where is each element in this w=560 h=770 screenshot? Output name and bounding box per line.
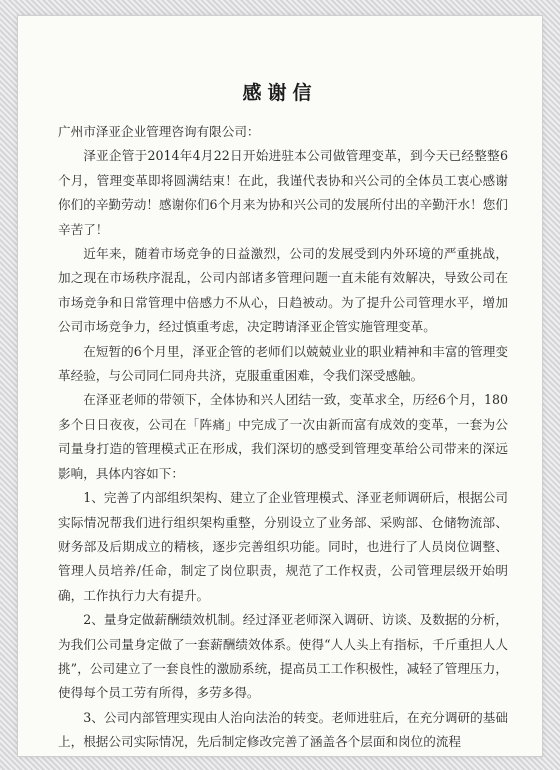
paragraph: 2、量身定做薪酬绩效机制。经过泽亚老师深入调研、访谈、及数据的分析，为我们公司量身定做了一套薪酬绩效体系。使得“人人头上有指标，千斤重担人人挑”，公司建立了一套良性的激励系统，提高员工工作积极性，减轻了管理压力，使得每个员工劳有所得，多劳多得。 <box>58 612 508 701</box>
paragraph: 1、完善了内部组织架构、建立了企业管理模式、泽亚老师调研后，根据公司实际情况帮我们进行组织架构重整，分别设立了业务部、采购部、仓储物流部、财务部及后期成立的精核，逐步完善组织功能。同时，也进行了人员岗位调整、管理人员培养/任命，制定了岗位职责，规范了工作权责，公司管理层级开始明确，工作执行力大有提升。 <box>58 490 508 603</box>
letter-title: 感谢信 <box>242 82 318 104</box>
paragraph: 近年来，随着市场竞争的日益激烈，公司的发展受到内外环境的严重挑战，加之现在市场秩序混乱，公司内部诸多管理问题一直未能有效解决，导致公司在市场竞争和日常管理中倍感力不从心，日趋被动。为了提升公司管理水平，增加公司市场竞争力，经过慎重考虑，决定聘请泽亚企管实施管理变革。 <box>58 246 508 335</box>
letter-paper <box>18 16 542 756</box>
salutation: 广州市泽亚企业管理咨询有限公司： <box>58 124 260 139</box>
paragraph: 3、公司内部管理实现由人治向法治的转变。老师进驻后，在充分调研的基础上，根据公司实际情况，先后制定修改完善了涵盖各个层面和岗位的流程 <box>58 709 508 750</box>
paragraph: 在短暂的6个月里，泽亚企管的老师们以兢兢业业的职业精神和丰富的管理变革经验，与公司同仁同舟共济，克服重重困难，令我们深受感触。 <box>58 343 508 384</box>
letter-body <box>58 120 508 755</box>
paragraph: 泽亚企管于2014年4月22日开始进驻本公司做管理变革，到今天已经整整6个月，管理变革即将圆满结束！在此，我谨代表协和兴公司的全体员工衷心感谢你们的辛勤劳动！感谢你们6个月来为协和兴公司的发展所付出的辛勤汗水！您们辛苦了！ <box>58 148 508 237</box>
paragraph: 在泽亚老师的带领下，全体协和兴人团结一致，变革求全，历经6个月，180多个日日夜夜，公司在「阵痛」中完成了一次由新而富有成效的变革，一套为公司量身打造的管理模式正在形成，我们深切的感受到管理变革给公司带来的深远影响，具体内容如下： <box>58 392 508 481</box>
